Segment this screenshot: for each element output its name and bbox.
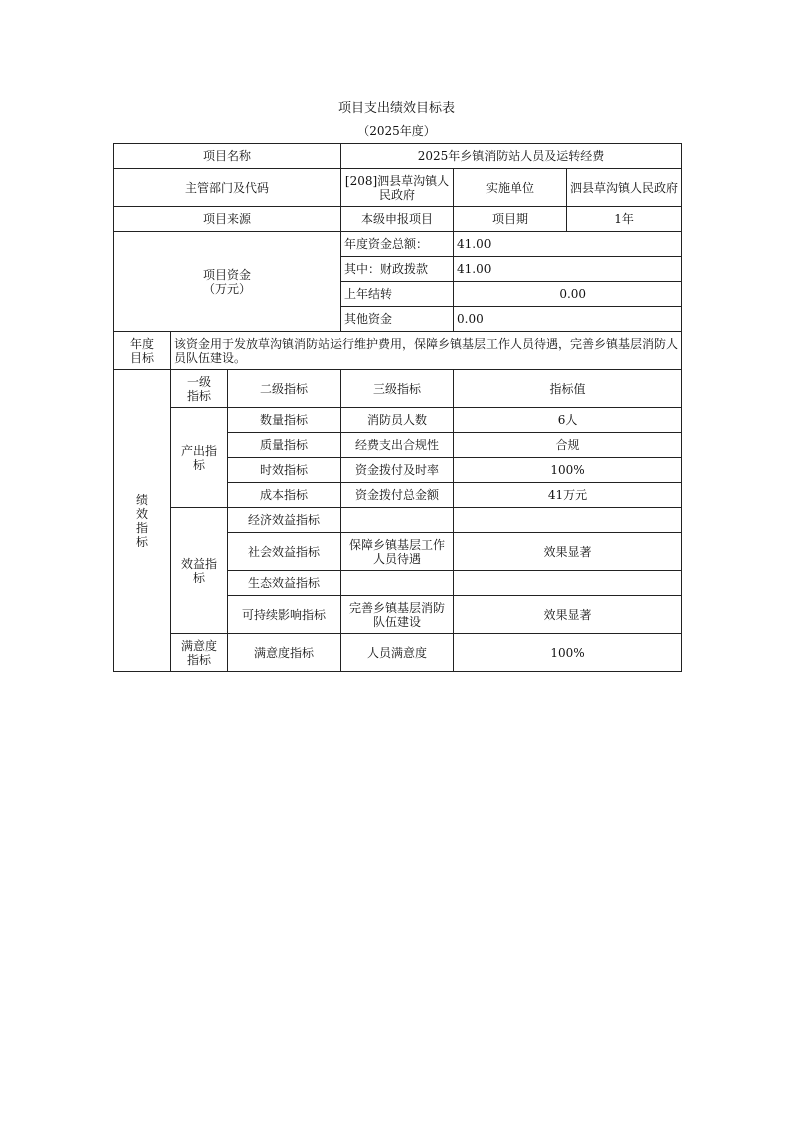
level3-cell: [341, 571, 454, 596]
satisfaction-label-line1: 满意度: [180, 638, 217, 653]
funds-other-value: 0.00: [454, 307, 682, 332]
level3-cell: [341, 596, 454, 634]
header-level2: 二级指标: [228, 370, 341, 408]
row-indicator-header: [114, 370, 682, 408]
level2-cell: 时效指标: [228, 458, 341, 483]
annual-goal-text: 该资金用于发放草沟镇消防站运行维护费用，保障乡镇基层工作人员待遇，完善乡镇基层消防人员队伍建设。: [171, 332, 682, 370]
value-cell: 41万元: [454, 483, 682, 508]
funds-label-line2: （万元）: [203, 281, 252, 296]
level2-cell: 质量指标: [228, 433, 341, 458]
level3-line1: 完善乡镇基层消防: [349, 600, 446, 615]
level3-cell: 经费支出合规性: [341, 433, 454, 458]
annual-goal-label-line2: 目标: [129, 350, 154, 365]
value-cell: 100%: [454, 634, 682, 672]
dept-label: 主管部门及代码: [114, 169, 341, 207]
period-label: 项目期: [454, 207, 567, 232]
source-value: 本级申报项目: [341, 207, 454, 232]
row-funds-total: [114, 232, 682, 257]
value-cell: [454, 508, 682, 533]
level2-cell: 满意度指标: [228, 634, 341, 672]
level2-cell: 生态效益指标: [228, 571, 341, 596]
benefit-label-line2: 标: [192, 570, 205, 585]
level3-cell: 资金拨付总金额: [341, 483, 454, 508]
satisfaction-indicator-label: [171, 634, 228, 672]
table-row: [114, 634, 682, 672]
funds-fiscal-value: 41.00: [454, 257, 682, 282]
source-label: 项目来源: [114, 207, 341, 232]
page-title: 项目支出绩效目标表: [337, 101, 455, 116]
row-department: [114, 169, 682, 207]
level2-cell: 社会效益指标: [228, 533, 341, 571]
satisfaction-label-line2: 指标: [186, 652, 211, 667]
funds-total-value: 41.00: [454, 232, 682, 257]
level3-cell: 消防员人数: [341, 408, 454, 433]
perf-char: 绩: [135, 492, 148, 507]
row-source: [114, 207, 682, 232]
value-cell: [454, 571, 682, 596]
level3-cell: 人员满意度: [341, 634, 454, 672]
table-row: [114, 508, 682, 533]
perf-char: 指: [135, 520, 148, 535]
impl-unit-label: 实施单位: [454, 169, 567, 207]
performance-table: [113, 143, 682, 672]
benefit-label-line1: 效益指: [180, 556, 217, 571]
header-value: 指标值: [454, 370, 682, 408]
project-name-value: 2025年乡镇消防站人员及运转经费: [341, 144, 682, 169]
perf-char: 标: [135, 534, 148, 549]
perf-char: 效: [135, 506, 148, 521]
annual-goal-label-line1: 年度: [129, 336, 154, 351]
value-cell: 100%: [454, 458, 682, 483]
level3-line2: 人员待遇: [373, 551, 422, 566]
funds-carryover-value: 0.00: [454, 282, 682, 307]
value-cell: 效果显著: [454, 533, 682, 571]
impl-unit-value: 泗县草沟镇人民政府: [567, 169, 682, 207]
level2-cell: 成本指标: [228, 483, 341, 508]
funds-carryover-label: 上年结转: [341, 282, 454, 307]
output-indicator-label: [171, 408, 228, 508]
value-cell: 6人: [454, 408, 682, 433]
header-level3: 三级指标: [341, 370, 454, 408]
funds-total-label: 年度资金总额：: [341, 232, 454, 257]
level3-cell: [341, 533, 454, 571]
dept-value: [208]泗县草沟镇人民政府: [341, 169, 454, 207]
header-level1-line2: 指标: [186, 388, 211, 403]
level2-cell: 经济效益指标: [228, 508, 341, 533]
page-subtitle: （2025年度）: [357, 124, 436, 138]
funds-label-line1: 项目资金: [203, 267, 252, 282]
level3-line1: 保障乡镇基层工作: [349, 537, 446, 552]
level2-cell: 可持续影响指标: [228, 596, 341, 634]
funds-label: [114, 232, 341, 332]
level3-line2: 队伍建设: [373, 614, 422, 629]
annual-goal-label: [114, 332, 171, 370]
level3-cell: [341, 508, 454, 533]
perf-indicator-label: [114, 370, 171, 672]
value-cell: 合规: [454, 433, 682, 458]
output-label-line1: 产出指: [180, 443, 217, 458]
header-level1-line1: 一级: [186, 374, 211, 389]
header-level1: [171, 370, 228, 408]
level3-cell: 资金拨付及时率: [341, 458, 454, 483]
table-row: [114, 408, 682, 433]
benefit-indicator-label: [171, 508, 228, 634]
value-cell: 效果显著: [454, 596, 682, 634]
row-annual-goal: [114, 332, 682, 370]
row-project-name: [114, 144, 682, 169]
period-value: 1年: [567, 207, 682, 232]
funds-other-label: 其他资金: [341, 307, 454, 332]
level2-cell: 数量指标: [228, 408, 341, 433]
project-name-label: 项目名称: [114, 144, 341, 169]
funds-fiscal-label: 其中：财政拨款: [341, 257, 454, 282]
output-label-line2: 标: [192, 457, 205, 472]
